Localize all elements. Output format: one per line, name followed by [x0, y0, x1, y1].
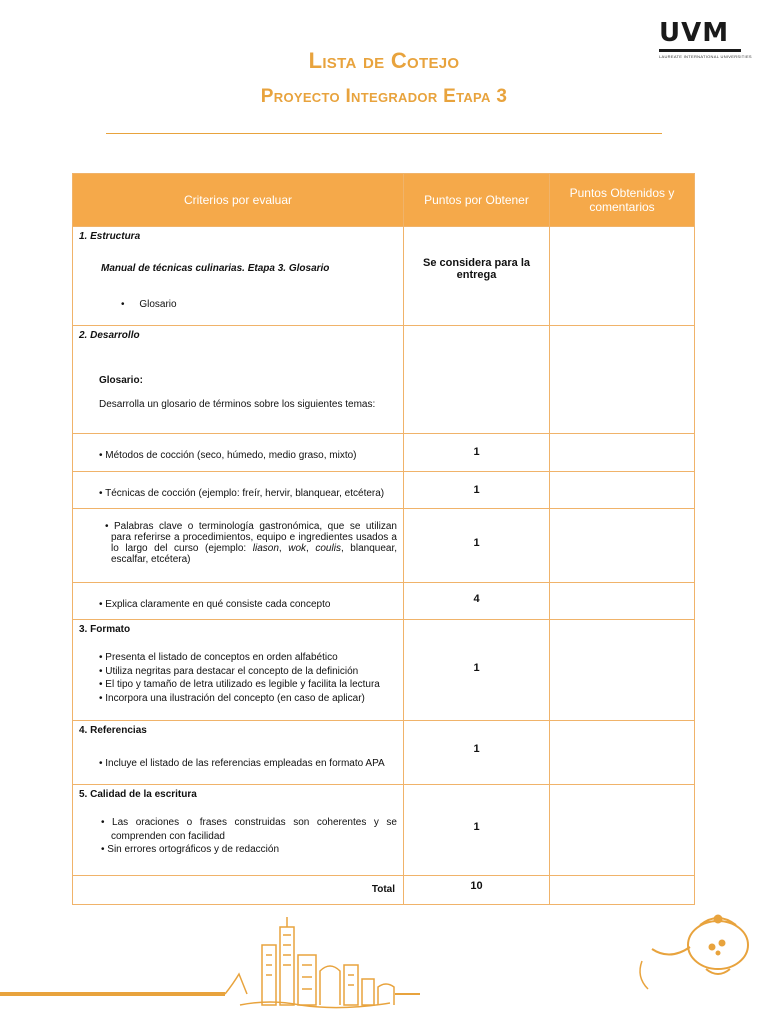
list-item: • Incorpora una ilustración del concepto (en caso de aplicar)	[99, 692, 365, 704]
table-row	[73, 509, 695, 583]
list-item: • Métodos de cocción (seco, húmedo, medio graso, mixto)	[99, 450, 357, 461]
city-teapot-illustration	[0, 905, 768, 1024]
comments-cell[interactable]	[550, 721, 695, 785]
header-puntos-obtenidos: Puntos Obtenidos y comentarios	[550, 174, 695, 227]
comments-cell[interactable]	[550, 472, 695, 509]
table-row	[73, 785, 695, 876]
comments-cell[interactable]	[550, 326, 695, 434]
comments-cell[interactable]	[550, 583, 695, 620]
comments-cell[interactable]	[550, 434, 695, 472]
list-item: • Incluye el listado de las referencias empleadas en formato APA	[99, 758, 385, 769]
comments-cell[interactable]	[550, 620, 695, 721]
table-row	[73, 326, 695, 434]
document-subtitle: Proyecto Integrador Etapa 3	[260, 86, 508, 107]
points-value: 1	[473, 537, 480, 549]
total-row	[73, 876, 695, 905]
section-heading: 2. Desarrollo	[79, 330, 140, 341]
list-item: • Técnicas de cocción (ejemplo: freír, hervir, blanquear, etcétera)	[99, 488, 385, 499]
sub-heading: Glosario:	[99, 375, 143, 386]
total-label: Total	[371, 884, 395, 895]
points-value: 1	[473, 446, 480, 458]
points-value: 1	[473, 821, 480, 833]
list-item: • El tipo y tamaño de letra utilizado es legible y facilita la lectura	[99, 679, 380, 690]
header-criterios: Criterios por evaluar	[73, 174, 404, 227]
logo-name: UVM	[659, 18, 730, 48]
section-heading: 4. Referencias	[79, 725, 147, 736]
list-item: • Presenta el listado de conceptos en orden alfabético	[99, 652, 338, 663]
header-puntos-obtener: Puntos por Obtener	[404, 174, 550, 227]
formato-list	[99, 651, 397, 705]
list-item: • Glosario	[121, 299, 177, 310]
total-points: 10	[470, 880, 483, 892]
document-title: Lista de Cotejo	[308, 48, 460, 73]
points-value: 4	[473, 593, 480, 605]
list-item: • Las oraciones o frases construidas son coherentes y se comprenden con facilidad	[101, 817, 397, 842]
table-header-row	[73, 174, 695, 227]
comments-cell[interactable]	[550, 876, 695, 905]
list-item: • Explica claramente en qué consiste cada concepto	[99, 599, 331, 610]
intro-text: Desarrolla un glosario de términos sobre los siguientes temas:	[99, 399, 376, 410]
manual-label: Manual de técnicas culinarias. Etapa 3. Glosario	[101, 263, 330, 274]
table-row	[73, 434, 695, 472]
points-value: Se considera para la entrega	[423, 257, 530, 281]
points-value: 1	[473, 484, 480, 496]
section-heading: 1. Estructura	[79, 231, 141, 242]
comments-cell[interactable]	[550, 785, 695, 876]
list-item: • Sin errores ortográficos y de redacción	[101, 844, 280, 855]
table-row	[73, 721, 695, 785]
list-item: • Utiliza negritas para destacar el concepto de la definición	[99, 665, 359, 677]
comments-cell[interactable]	[550, 509, 695, 583]
points-value: 1	[473, 743, 480, 755]
points-value: 1	[473, 662, 480, 674]
table-row	[73, 583, 695, 620]
table-row	[73, 472, 695, 509]
table-row	[73, 620, 695, 721]
comments-cell[interactable]	[550, 227, 695, 326]
calidad-list	[99, 816, 397, 857]
logo-subtitle: LAUREATE INTERNATIONAL UNIVERSITIES	[659, 54, 752, 59]
title-divider	[106, 133, 662, 134]
checklist-table	[72, 173, 695, 905]
list-item: • Palabras clave o terminología gastronómica, que se utilizan para referirse a procedimientos, equipo e ingredientes usados a lo largo del curso (ejemplo: liason, wok, coulis, blanquear, escalfar, etcétera)	[105, 521, 397, 565]
section-heading: 5. Calidad de la escritura	[79, 789, 197, 800]
table-row	[73, 227, 695, 326]
section-heading: 3. Formato	[79, 624, 131, 635]
bullet-icon: •	[121, 299, 125, 310]
